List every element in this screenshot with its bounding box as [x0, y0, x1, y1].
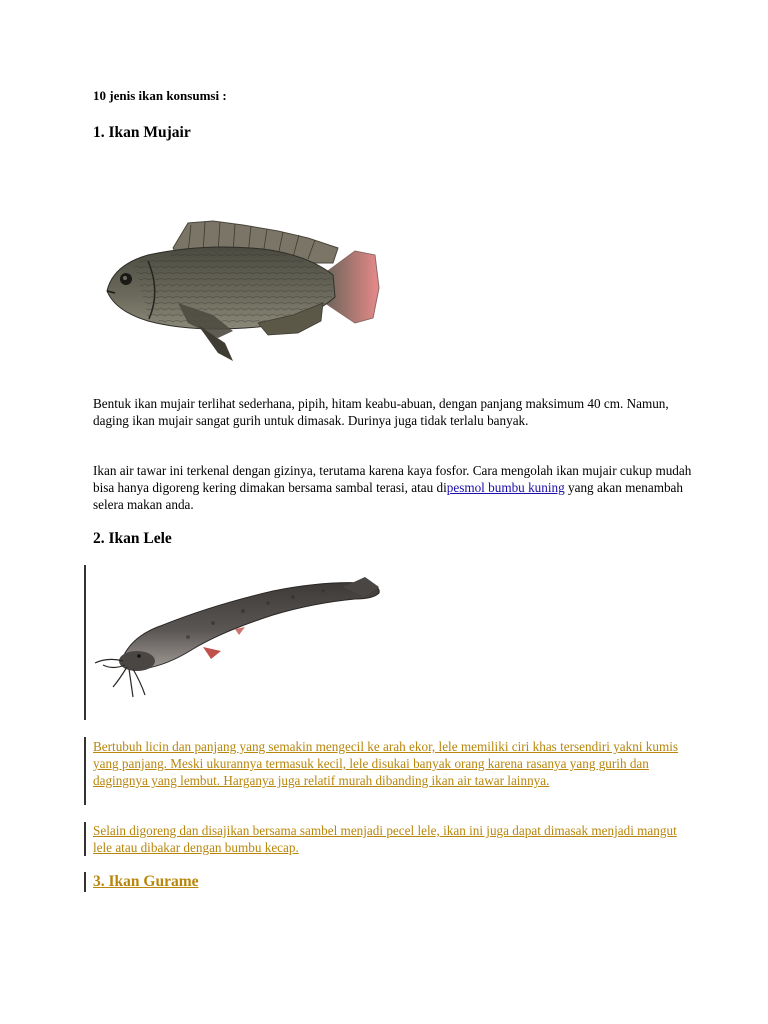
paragraph-lele-1: Bertubuh licin dan panjang yang semakin mengecil ke arah ekor, lele memiliki ciri khas tersendiri yakni kumis yang panjang. Meski ukurannya termasuk kecil, lele disukai banyak orang karena rasanya yang gurih dan dagingnya yang lembut. Harganya juga relatif murah dibanding ikan air tawar lainnya.: [93, 739, 679, 788]
tilapia-image: [93, 193, 383, 377]
tilapia-fish-illustration: [93, 193, 383, 377]
catfish-illustration: [93, 565, 383, 705]
change-bar: [84, 872, 86, 892]
catfish-image: [93, 565, 383, 705]
heading-ikan-gurame: 3. Ikan Gurame: [93, 873, 199, 890]
paragraph-mujair-2-text: Ikan air tawar ini terkenal dengan gizinya, terutama karena kaya fosfor. Cara mengolah ikan mujair cukup mudah bisa hanya digoreng kering dimakan bersama sambal terasi, atau di: [93, 463, 692, 495]
pesmol-bumbu-kuning-link[interactable]: pesmol bumbu kuning: [446, 480, 565, 495]
intro-line: 10 jenis ikan konsumsi :: [93, 88, 227, 103]
paragraph-lele-2: Selain digoreng dan disajikan bersama sambel menjadi pecel lele, ikan ini juga dapat dimasak menjadi mangut lele atau dibakar dengan bumbu kecap.: [93, 823, 677, 855]
heading-ikan-mujair: 1. Ikan Mujair: [93, 124, 191, 141]
paragraph-mujair-2-tail: yang akan menambah selera makan anda.: [93, 480, 683, 512]
change-bar: [84, 737, 86, 805]
heading-ikan-lele: 2. Ikan Lele: [93, 530, 172, 547]
change-bar: [84, 822, 86, 856]
paragraph-mujair-2: [93, 462, 693, 513]
paragraph-mujair-1: Bentuk ikan mujair terlihat sederhana, pipih, hitam keabu-abuan, dengan panjang maksimum 40 cm. Namun, daging ikan mujair sangat gurih untuk dimasak. Durinya juga tidak terlalu banyak.: [93, 396, 669, 428]
change-bar: [84, 565, 86, 720]
